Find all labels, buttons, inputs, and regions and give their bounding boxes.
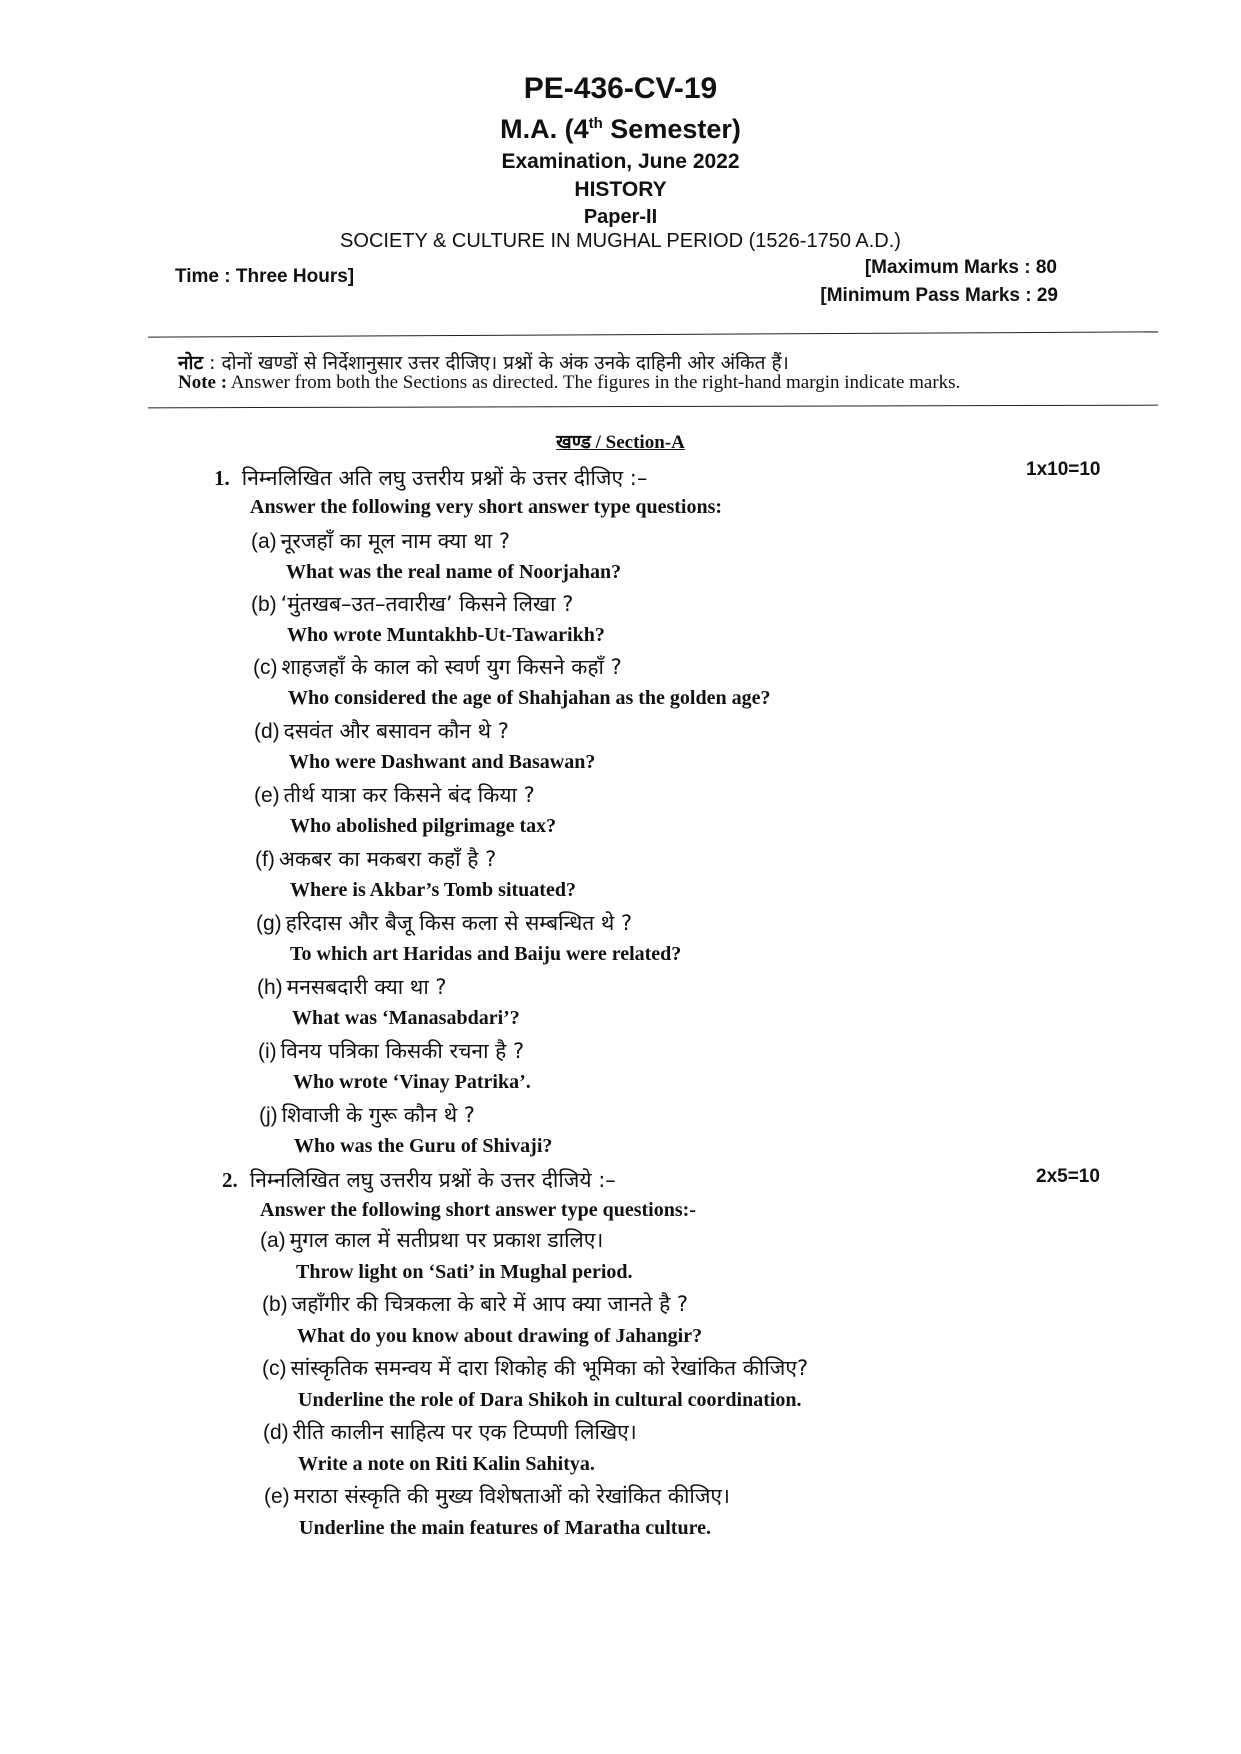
- section-heading: खण्ड / Section-A: [556, 432, 685, 453]
- note-hindi-label: नोट: [178, 352, 204, 374]
- degree-superscript: th: [588, 115, 603, 132]
- q1-item-d-label: (d): [254, 720, 280, 743]
- q2-item-e-english: Underline the main features of Maratha culture.: [299, 1517, 711, 1539]
- degree-title: [0, 114, 1241, 145]
- degree-suffix: Semester): [602, 114, 741, 144]
- q1-item-i-hindi-text: विनय पत्रिका किसकी रचना है ?: [280, 1039, 525, 1063]
- q1-item-f-hindi: [255, 845, 496, 873]
- question-2-marks: 2x5=10: [1036, 1166, 1100, 1187]
- q1-item-g-hindi: [256, 909, 632, 937]
- q1-item-i-english: Who wrote ‘Vinay Patrika’.: [293, 1071, 531, 1093]
- q2-item-c-english: Underline the role of Dara Shikoh in cultural coordination.: [298, 1389, 802, 1411]
- note-hindi-text: : दोनों खण्डों से निर्देशानुसार उत्तर दीजिए। प्रश्नों के अंक उनके दाहिनी ओर अंकित हैं।: [209, 352, 789, 374]
- question-1-hindi: निम्नलिखित अति लघु उत्तरीय प्रश्नों के उत्तर दीजिए :–: [241, 466, 648, 490]
- q1-item-d-hindi: [254, 717, 509, 745]
- exam-session: Examination, June 2022: [501, 150, 740, 173]
- q1-item-c-label: (c): [253, 656, 278, 679]
- q2-item-d-hindi: [263, 1418, 637, 1446]
- question-2-hindi: निम्नलिखित लघु उत्तरीय प्रश्नों के उत्तर दीजिये :–: [249, 1168, 616, 1192]
- q1-item-d-hindi-text: दसवंत और बसावन कौन थे ?: [283, 719, 509, 743]
- q2-item-e-hindi-text: मराठा संस्कृति की मुख्य विशेषताओं को रेखांकित कीजिए।: [293, 1484, 730, 1508]
- q1-item-g-hindi-text: हरिदास और बैजू किस कला से सम्बन्धित थे ?: [285, 911, 633, 935]
- degree-prefix: M.A. (4: [500, 114, 589, 144]
- q2-item-a-label: (a): [260, 1229, 286, 1252]
- q1-item-d-english: Who were Dashwant and Basawan?: [289, 751, 596, 773]
- question-1-heading: [214, 464, 647, 492]
- q2-item-b-label: (b): [262, 1293, 288, 1316]
- q2-item-e-hindi: [264, 1482, 730, 1510]
- question-1-number: 1.: [214, 466, 230, 490]
- q1-item-j-hindi-text: शिवाजी के गुरू कौन थे ?: [281, 1103, 475, 1127]
- time-allowed: Time : Three Hours]: [175, 266, 355, 287]
- q1-item-a-hindi-text: नूरजहॉं का मूल नाम क्या था ?: [280, 529, 511, 553]
- q2-item-b-hindi: [262, 1290, 688, 1318]
- q1-item-e-hindi: [254, 781, 535, 809]
- maximum-marks: [Maximum Marks : 80: [864, 257, 1057, 278]
- question-1-marks: 1x10=10: [1026, 459, 1101, 480]
- q1-item-e-label: (e): [254, 784, 280, 807]
- paper-number: Paper-II: [583, 206, 658, 228]
- q2-item-a-hindi: [260, 1226, 603, 1254]
- q1-item-f-label: (f): [255, 848, 275, 871]
- q1-item-h-hindi: [257, 973, 447, 1001]
- q1-item-b-hindi-text: ‘मुंतखब–उत–तवारीख’ किसने लिखा ?: [280, 592, 574, 616]
- q2-item-a-english: Throw light on ‘Sati’ in Mughal period.: [296, 1261, 633, 1283]
- q1-item-c-hindi: [253, 653, 622, 681]
- q2-item-a-hindi-text: मुगल काल में सतीप्रथा पर प्रकाश डालिए।: [289, 1228, 604, 1252]
- q1-item-a-hindi: [251, 527, 510, 555]
- q1-item-b-label: (b): [251, 593, 277, 616]
- q1-item-a-english: What was the real name of Noorjahan?: [286, 561, 622, 583]
- q1-item-i-label: (i): [258, 1040, 277, 1063]
- note-english-label: Note :: [178, 372, 228, 393]
- q2-item-d-english: Write a note on Riti Kalin Sahitya.: [298, 1453, 595, 1475]
- subject-title: HISTORY: [574, 178, 667, 201]
- q1-item-a-label: (a): [251, 530, 277, 553]
- q1-item-e-hindi-text: तीर्थ यात्रा कर किसने बंद किया ?: [283, 783, 535, 807]
- q2-item-c-label: (c): [262, 1357, 287, 1380]
- minimum-pass-marks: [Minimum Pass Marks : 29: [820, 285, 1058, 306]
- q2-item-c-hindi-text: सांस्कृतिक समन्वय में दारा शिकोह की भूमिका को रेखांकित कीजिए?: [290, 1356, 809, 1380]
- q2-item-b-hindi-text: जहॉंगीर की चित्रकला के बारे में आप क्या जानते है ?: [291, 1292, 689, 1316]
- q1-item-h-label: (h): [257, 976, 283, 999]
- q1-item-g-english: To which art Haridas and Baiju were related?: [290, 943, 682, 965]
- paper-code: PE-436-CV-19: [523, 72, 718, 105]
- q2-item-e-label: (e): [264, 1485, 290, 1508]
- paper-title: SOCIETY & CULTURE IN MUGHAL PERIOD (1526-1750 A.D.): [340, 230, 901, 252]
- q1-item-b-hindi: [251, 590, 573, 618]
- bottom-divider: [148, 405, 1158, 409]
- q1-item-i-hindi: [258, 1037, 524, 1065]
- q2-item-b-english: What do you know about drawing of Jahangir?: [297, 1325, 703, 1347]
- q1-item-j-label: (j): [259, 1104, 278, 1127]
- q2-item-d-label: (d): [263, 1421, 289, 1444]
- q1-item-j-english: Who was the Guru of Shivaji?: [294, 1135, 553, 1157]
- q1-item-f-english: Where is Akbar’s Tomb situated?: [290, 879, 576, 901]
- q1-item-c-hindi-text: शाहजहॉं के काल को स्वर्ण युग किसने कहॉं ?: [281, 655, 622, 679]
- note-english: [178, 372, 960, 394]
- top-divider: [148, 331, 1158, 337]
- q1-item-c-english: Who considered the age of Shahjahan as the golden age?: [288, 687, 771, 709]
- question-2-number: 2.: [222, 1168, 238, 1192]
- q2-item-c-hindi: [262, 1354, 808, 1382]
- note-english-text: Answer from both the Sections as directed. The figures in the right-hand margin indicate marks.: [230, 372, 961, 393]
- q1-item-g-label: (g): [256, 912, 282, 935]
- q1-item-j-hindi: [259, 1101, 475, 1129]
- question-2-heading: [222, 1166, 616, 1194]
- q1-item-h-hindi-text: मनसबदारी क्या था ?: [286, 975, 447, 999]
- q1-item-e-english: Who abolished pilgrimage tax?: [290, 815, 557, 837]
- question-2-english: Answer the following short answer type questions:-: [260, 1199, 696, 1221]
- q2-item-d-hindi-text: रीति कालीन साहित्य पर एक टिप्पणी लिखिए।: [292, 1420, 637, 1444]
- question-1-english: Answer the following very short answer type questions:: [250, 496, 723, 518]
- q1-item-f-hindi-text: अकबर का मकबरा कहॉं है ?: [278, 847, 497, 871]
- q1-item-h-english: What was ‘Manasabdari’?: [292, 1007, 520, 1029]
- q1-item-b-english: Who wrote Muntakhb-Ut-Tawarikh?: [287, 624, 605, 646]
